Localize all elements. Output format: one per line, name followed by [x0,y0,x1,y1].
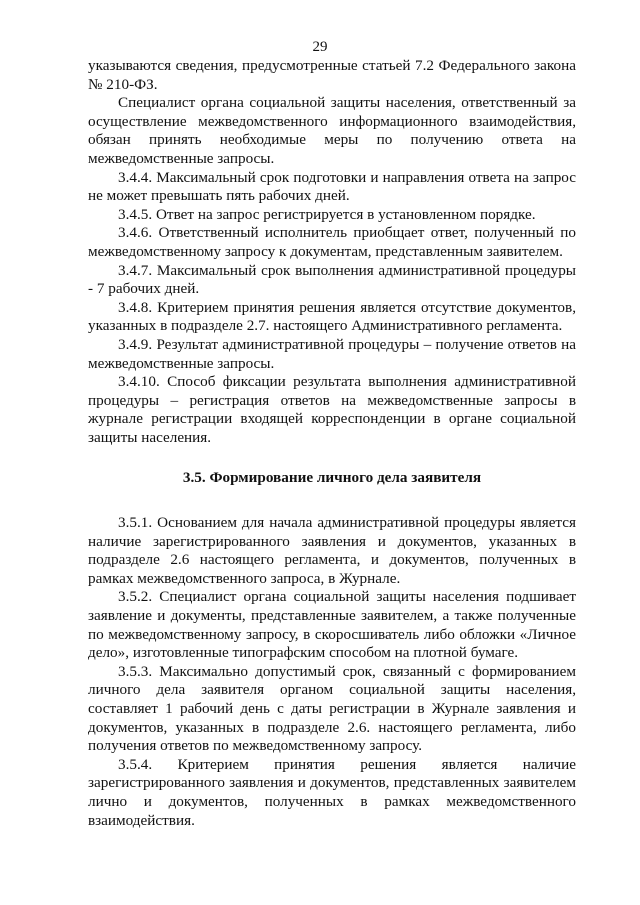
paragraph-3-5-4: 3.5.4. Критерием принятия решения является наличие зарегистрированного заявления и документов, представленных заявителем лично и документов, полученных в рамках межведомственного взаимодействия. [88,755,576,829]
paragraph-3-4-4: 3.4.4. Максимальный срок подготовки и направления ответа на запрос не может превышать пять рабочих дней. [88,168,576,205]
paragraph-3-4-5: 3.4.5. Ответ на запрос регистрируется в установленном порядке. [118,205,536,223]
page-number: 29 [312,39,328,55]
paragraph-3-4-9: 3.4.9. Результат административной процедуры – получение ответов на межведомственные запросы. [88,335,576,372]
paragraph-3-5-3: 3.5.3. Максимально допустимый срок, связанный с формированием личного дела заявителя органом социальной защиты населения, составляет 1 рабочий день с даты регистрации в Журнале заявления и документов, указанных в подразделе 2.6. настоящего регламента, либо получения ответов по межведомственному запросу. [88,662,576,755]
paragraph-continuation: указываются сведения, предусмотренные статьей 7.2 Федерального закона № 210-ФЗ. [88,57,576,93]
paragraph-3-5-1: 3.5.1. Основанием для начала административной процедуры является наличие зарегистрированного заявления и документов, указанных в подразделе 2.6 настоящего регламента, и документов, полученных в рамках межведомственного запроса, в Журнале. [88,514,576,587]
paragraph-specialist-duty: Специалист органа социальной защиты населения, ответственный за осуществление межведомственного информационного взаимодействия, обязан принять необходимые меры по получению ответа на межведомственные запросы. [88,94,576,167]
paragraph-3-4-7: 3.4.7. Максимальный срок выполнения административной процедуры - 7 рабочих дней. [88,261,576,298]
paragraph-3-4-6: 3.4.6. Ответственный исполнитель приобщает ответ, полученный по межведомственному запросу к документам, представленным заявителем. [88,224,576,260]
paragraph-3-4-8: 3.4.8. Критерием принятия решения является отсутствие документов, указанных в подразделе 2.7. настоящего Административного регламента. [88,298,576,335]
paragraph-3-4-10: 3.4.10. Способ фиксации результата выполнения административной процедуры – регистрация ответов на межведомственные запросы в журнале регистрации входящей корреспонденции в органе социальной защиты населения. [88,373,576,446]
paragraph-3-5-2: 3.5.2. Специалист органа социальной защиты населения подшивает заявление и документы, представленные заявителем, а также полученные по межведомственному запросу, в скоросшиватель либо обложки «Личное дело», изготовленные типографским способом на плотной бумаге. [88,588,576,662]
section-heading-3-5: 3.5. Формирование личного дела заявителя [182,469,482,487]
document-body [88,57,576,830]
